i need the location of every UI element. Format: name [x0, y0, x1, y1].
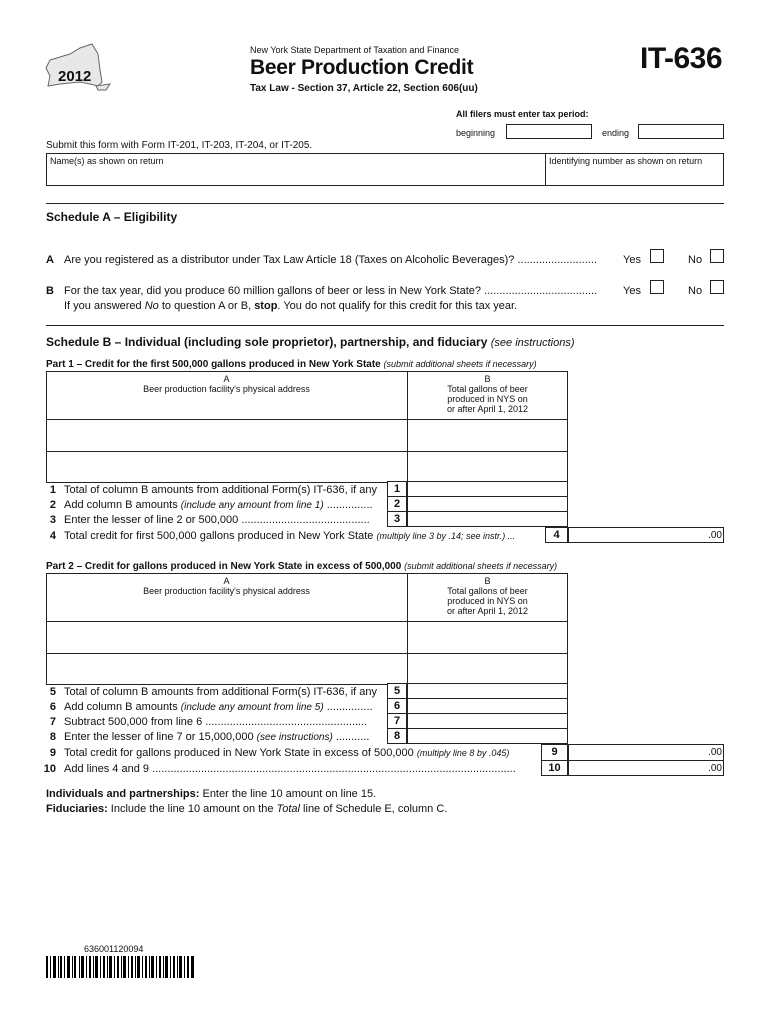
line5-amount[interactable] [408, 684, 567, 697]
line8-text [64, 731, 369, 743]
line7-number: 7 [49, 716, 56, 728]
note-pre: If you answered [64, 300, 145, 312]
line4-label: Total credit for first 500,000 gallons produced in New York State [64, 530, 374, 542]
id-number-input[interactable] [548, 168, 722, 184]
line10-box-number: 10 [548, 762, 561, 774]
line5-number: 5 [49, 686, 56, 698]
col-b-label-1: Total gallons of beer [447, 586, 528, 596]
line6-text [64, 701, 373, 713]
line1-number: 1 [49, 484, 56, 496]
ending-label: ending [602, 128, 630, 138]
line6-dots: ............... [323, 701, 373, 713]
line8-box-number: 8 [393, 730, 401, 742]
fiduciaries-pre: Include the line 10 amount on the [107, 803, 277, 815]
tax-year: 2012 [58, 68, 92, 85]
part2-row-2-gallons[interactable] [408, 654, 567, 684]
line10-text: Add lines 4 and 9 ....................................................................................................................... [64, 763, 516, 775]
form-title: Beer Production Credit [250, 56, 474, 79]
fiduciaries-total: Total [276, 803, 300, 815]
schedule-b-rule [46, 325, 724, 326]
nys-state-logo [40, 40, 112, 106]
part1-row-2-gallons[interactable] [408, 452, 567, 482]
individuals-text: Enter the line 10 amount on line 15. [199, 788, 377, 800]
part2-row-1-address[interactable] [47, 622, 406, 652]
col-a-letter: A [223, 576, 230, 586]
ending-date-input[interactable] [638, 124, 724, 139]
line2-note: (include any amount from line 1) [180, 500, 324, 511]
part2-note: (submit additional sheets if necessary) [404, 561, 558, 571]
line4-number: 4 [49, 530, 56, 542]
tax-period-heading: All filers must enter tax period: [456, 109, 589, 119]
line2-text [64, 499, 373, 511]
part2-row-1-gallons[interactable] [408, 622, 567, 652]
line1-text: Total of column B amounts from additional Form(s) IT-636, if any [64, 484, 378, 496]
col-b-label-1: Total gallons of beer [447, 384, 528, 394]
question-b-text: For the tax year, did you produce 60 million gallons of beer or less in New York State? ..................................... [64, 285, 598, 297]
schedule-b-heading [46, 335, 575, 349]
individuals-instruction [46, 788, 376, 800]
part2-row-2-address[interactable] [47, 654, 406, 684]
line8-label: Enter the lesser of line 7 or 15,000,000 [64, 731, 254, 743]
part1-title: Part 1 – Credit for the first 500,000 gallons produced in New York State [46, 359, 381, 370]
line9-cents: .00 [708, 747, 722, 758]
line3-amount[interactable] [408, 512, 567, 525]
note-no: No [144, 300, 159, 312]
part2-col-a-header [46, 576, 407, 596]
barcode [46, 956, 194, 978]
fiduciaries-label: Fiduciaries: [46, 803, 108, 815]
line8-amount[interactable] [408, 729, 567, 743]
question-a-no-checkbox[interactable] [710, 249, 724, 263]
line3-text: Enter the lesser of line 2 or 500,000 .......................................... [64, 514, 370, 526]
part1-col-b-header [407, 374, 568, 414]
line4-text [64, 530, 515, 542]
line10-number: 10 [43, 763, 56, 775]
question-a-no-label: No [688, 254, 703, 266]
line1-amount[interactable] [408, 482, 567, 495]
department-name: New York State Department of Taxation and Finance [250, 45, 459, 55]
question-a-letter: A [46, 254, 54, 266]
line2-amount[interactable] [408, 497, 567, 510]
schedule-b-note: (see instructions) [490, 337, 575, 349]
line9-10-row-line [541, 760, 724, 761]
col-b-label-3: or after April 1, 2012 [446, 404, 529, 414]
col-b-label-2: produced in NYS on [447, 596, 528, 606]
line6-note: (include any amount from line 5) [180, 702, 324, 713]
col-a-label: Beer production facility's physical address [143, 384, 310, 394]
line2-label: Add column B amounts [64, 499, 178, 511]
note-stop: stop [254, 300, 278, 312]
part1-heading [46, 359, 537, 370]
question-a-yes-label: Yes [623, 254, 641, 266]
line8-dots: ........... [332, 731, 370, 743]
line2-number: 2 [49, 499, 56, 511]
id-number-label: Identifying number as shown on return [549, 156, 703, 166]
line6-label: Add column B amounts [64, 701, 178, 713]
line9-number: 9 [49, 747, 56, 759]
col-b-label-2: produced in NYS on [447, 394, 528, 404]
question-b-no-checkbox[interactable] [710, 280, 724, 294]
submit-instructions: Submit this form with Form IT-201, IT-203, IT-204, or IT-205. [46, 140, 313, 151]
line8-number: 8 [49, 731, 56, 743]
line6-box-number: 6 [393, 700, 401, 712]
schedule-b-title: Schedule B – Individual (including sole proprietor), partnership, and fiduciary [46, 335, 488, 349]
line7-box-number: 7 [393, 715, 401, 727]
note-post: . You do not qualify for this credit for this tax year. [277, 300, 518, 312]
form-number: IT-636 [640, 42, 723, 75]
part1-row-2-address[interactable] [47, 452, 406, 482]
line3-number: 3 [49, 514, 56, 526]
line4-box-number: 4 [553, 529, 560, 541]
individuals-label: Individuals and partnerships: [46, 788, 200, 800]
col-a-label: Beer production facility's physical address [143, 586, 310, 596]
line9-box-number: 9 [551, 746, 558, 758]
question-a-text: Are you registered as a distributor under Tax Law Article 18 (Taxes on Alcoholic Beverages)? .......................... [64, 254, 597, 266]
part1-row-1-address[interactable] [47, 420, 406, 450]
col-b-label-3: or after April 1, 2012 [446, 606, 529, 616]
line10-cents: .00 [708, 763, 722, 774]
question-a-yes-checkbox[interactable] [650, 249, 664, 263]
line9-label: Total credit for gallons produced in New York State in excess of 500,000 [64, 747, 414, 759]
line9-text [64, 747, 509, 759]
beginning-label: beginning [456, 128, 496, 138]
note-mid: to question A or B, [158, 300, 255, 312]
fiduciaries-post: line of Schedule E, column C. [300, 803, 448, 815]
schedule-a-heading: Schedule A – Eligibility [46, 210, 178, 224]
line7-text: Subtract 500,000 from line 6 ..................................................... [64, 716, 368, 728]
line7-amount[interactable] [408, 714, 567, 727]
line6-number: 6 [49, 701, 56, 713]
law-reference: Tax Law - Section 37, Article 22, Section 606(uu) [250, 83, 478, 94]
question-b-yes-label: Yes [623, 285, 641, 297]
line2-box-number: 2 [393, 498, 401, 510]
fiduciaries-instruction [46, 803, 447, 815]
schedule-a-rule [46, 203, 724, 204]
question-b-yes-checkbox[interactable] [650, 280, 664, 294]
question-b-note [64, 300, 517, 312]
line1-box-number: 1 [393, 483, 401, 495]
question-b-letter: B [46, 285, 54, 297]
line4-note: (multiply line 3 by .14; see instr.) ... [376, 531, 516, 541]
barcode-number: 636001120094 [84, 944, 144, 954]
line3-box-number: 3 [393, 513, 401, 525]
question-b-no-label: No [688, 285, 703, 297]
line5-text: Total of column B amounts from additional Form(s) IT-636, if any [64, 686, 378, 698]
line9-note: (multiply line 8 by .045) [416, 748, 510, 758]
part2-col-b-header [407, 576, 568, 616]
name-input[interactable] [48, 168, 542, 184]
name-label: Name(s) as shown on return [50, 156, 164, 166]
part2-title: Part 2 – Credit for gallons produced in New York State in excess of 500,000 [46, 561, 402, 572]
line8-note: (see instructions) [256, 732, 333, 743]
name-id-divider [545, 153, 546, 186]
col-a-letter: A [223, 374, 230, 384]
part1-note: (submit additional sheets if necessary) [383, 359, 537, 369]
line5-box-number: 5 [393, 685, 401, 697]
part1-row-1-gallons[interactable] [408, 420, 567, 450]
barcode-graphic [46, 956, 194, 978]
part2-heading [46, 561, 557, 572]
line2-dots: ............... [323, 499, 373, 511]
part1-col-a-header [46, 374, 407, 394]
col-b-letter: B [484, 374, 491, 384]
beginning-date-input[interactable] [506, 124, 592, 139]
line4-cents: .00 [708, 530, 722, 541]
col-b-letter: B [484, 576, 491, 586]
line6-amount[interactable] [408, 699, 567, 712]
